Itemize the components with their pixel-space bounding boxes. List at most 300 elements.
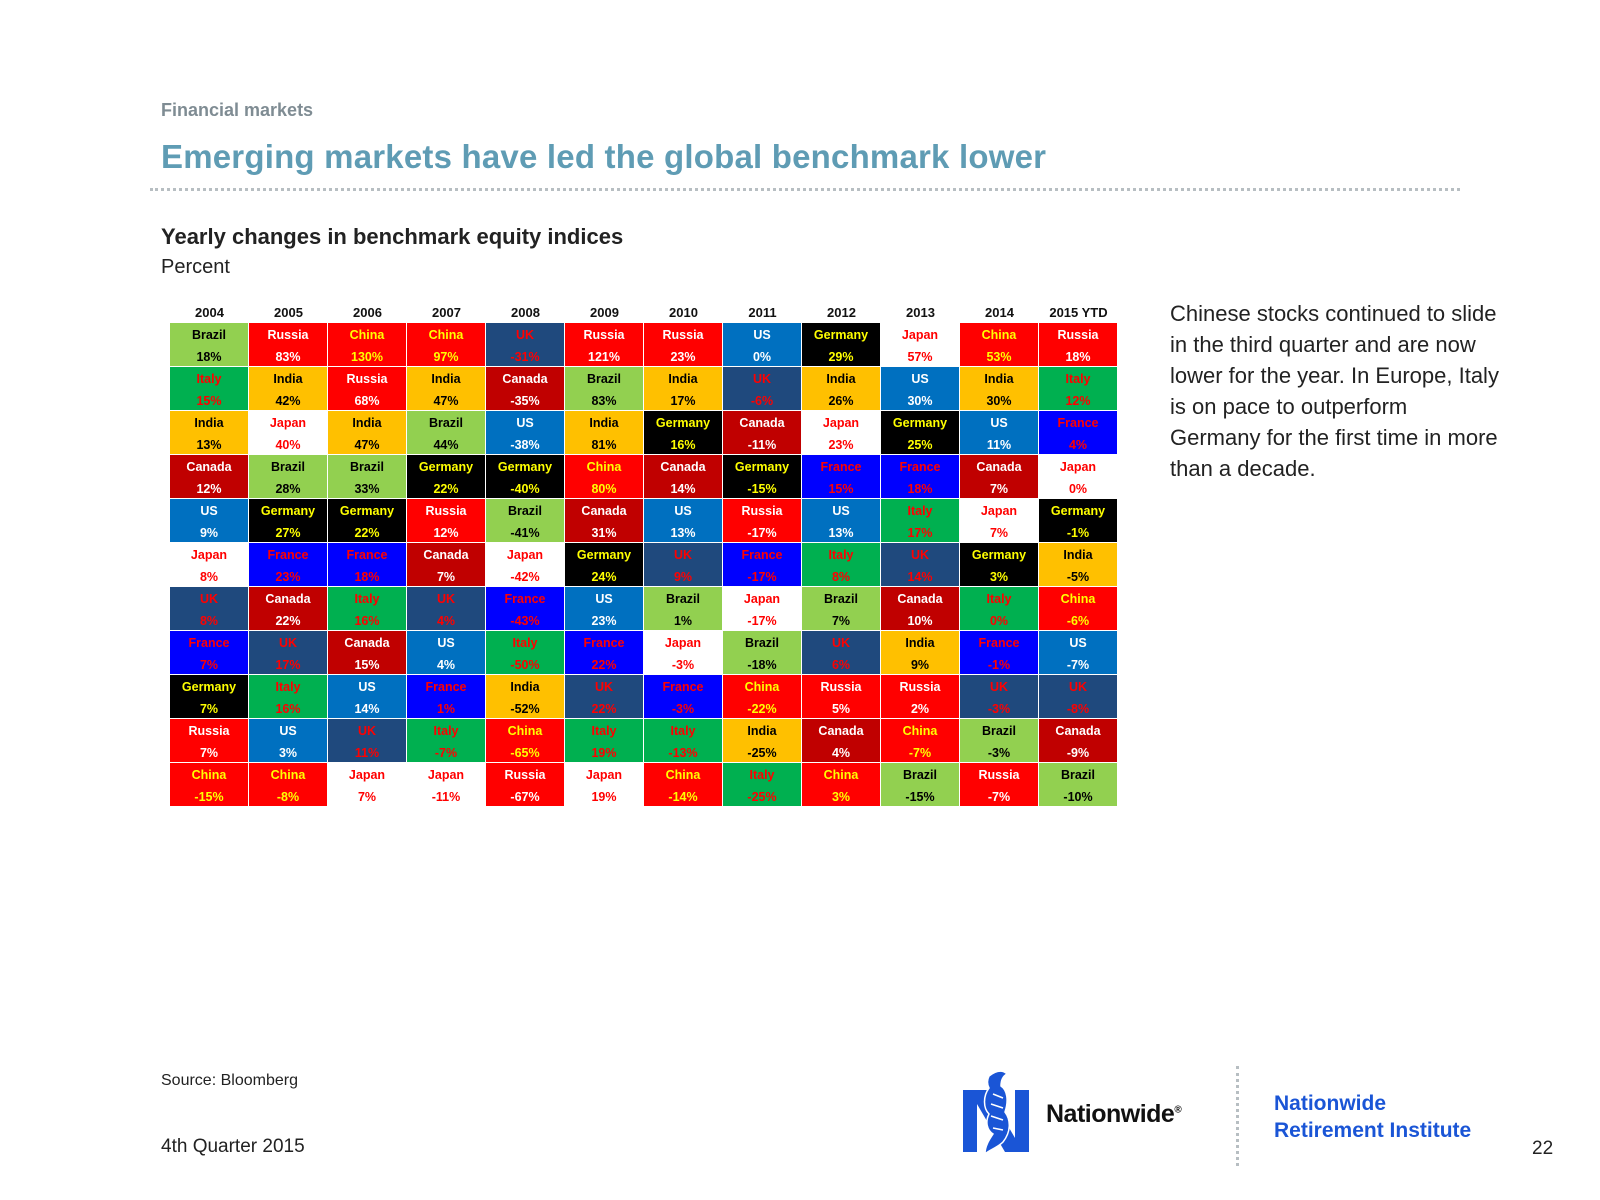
country-name: UK bbox=[515, 328, 535, 342]
return-value: 15% bbox=[354, 658, 380, 672]
table-cell bbox=[565, 543, 643, 586]
country-name: Germany bbox=[813, 328, 869, 342]
return-value: 40% bbox=[275, 438, 301, 452]
country-name: Brazil bbox=[349, 460, 385, 474]
return-value: 80% bbox=[591, 482, 617, 496]
title-divider bbox=[150, 188, 1460, 191]
country-name: China bbox=[665, 768, 701, 782]
country-name: France bbox=[346, 548, 388, 562]
return-value: -65% bbox=[510, 746, 540, 760]
country-name: Japan bbox=[1059, 460, 1097, 474]
return-value: 15% bbox=[196, 394, 222, 408]
country-name: US bbox=[753, 328, 771, 342]
table-cell bbox=[249, 411, 327, 454]
table-cell bbox=[960, 675, 1038, 718]
country-name: Canada bbox=[660, 460, 706, 474]
table-cell bbox=[170, 587, 248, 630]
country-name: Italy bbox=[986, 592, 1012, 606]
table-cell bbox=[249, 543, 327, 586]
return-value: 25% bbox=[907, 438, 933, 452]
country-name: India bbox=[431, 372, 461, 386]
table-cell bbox=[249, 587, 327, 630]
table-cell bbox=[1039, 543, 1117, 586]
country-name: Italy bbox=[670, 724, 696, 738]
country-name: UK bbox=[752, 372, 772, 386]
return-value: 9% bbox=[673, 570, 693, 584]
country-name: India bbox=[984, 372, 1014, 386]
table-cell bbox=[644, 499, 722, 542]
return-value: -3% bbox=[987, 746, 1011, 760]
table-cell bbox=[565, 719, 643, 762]
country-name: Germany bbox=[181, 680, 237, 694]
year-header: 2012 bbox=[827, 305, 856, 320]
country-name: UK bbox=[989, 680, 1009, 694]
return-value: -8% bbox=[1066, 702, 1090, 716]
return-value: 13% bbox=[828, 526, 854, 540]
country-name: Japan bbox=[585, 768, 623, 782]
return-value: 5% bbox=[831, 702, 851, 716]
country-name: Germany bbox=[339, 504, 395, 518]
return-value: 1% bbox=[436, 702, 456, 716]
country-name: China bbox=[270, 768, 306, 782]
country-name: China bbox=[902, 724, 938, 738]
return-value: 12% bbox=[433, 526, 459, 540]
year-header: 2008 bbox=[511, 305, 540, 320]
country-name: Japan bbox=[427, 768, 465, 782]
table-cell bbox=[644, 719, 722, 762]
country-name: Canada bbox=[897, 592, 943, 606]
country-name: Brazil bbox=[981, 724, 1017, 738]
country-name: Russia bbox=[583, 328, 625, 342]
country-name: Germany bbox=[892, 416, 948, 430]
year-header: 2009 bbox=[590, 305, 619, 320]
country-name: UK bbox=[1068, 680, 1088, 694]
country-name: China bbox=[349, 328, 385, 342]
return-value: 81% bbox=[591, 438, 617, 452]
country-name: Brazil bbox=[823, 592, 859, 606]
country-name: US bbox=[911, 372, 929, 386]
country-name: Brazil bbox=[665, 592, 701, 606]
country-name: China bbox=[981, 328, 1017, 342]
return-value: 19% bbox=[591, 746, 617, 760]
table-cell bbox=[1039, 587, 1117, 630]
table-cell bbox=[249, 323, 327, 366]
return-value: 18% bbox=[1065, 350, 1091, 364]
source-note: Source: Bloomberg bbox=[161, 1072, 298, 1089]
table-cell bbox=[249, 631, 327, 674]
table-cell bbox=[407, 499, 485, 542]
table-cell bbox=[881, 367, 959, 410]
return-value: -42% bbox=[510, 570, 540, 584]
table-cell bbox=[960, 719, 1038, 762]
table-cell bbox=[960, 631, 1038, 674]
country-name: China bbox=[586, 460, 622, 474]
year-header: 2015 YTD bbox=[1049, 305, 1108, 320]
country-name: Canada bbox=[976, 460, 1022, 474]
return-value: 26% bbox=[828, 394, 854, 408]
table-cell bbox=[328, 543, 406, 586]
table-cell bbox=[565, 323, 643, 366]
country-name: US bbox=[516, 416, 534, 430]
table-cell bbox=[565, 587, 643, 630]
country-name: Russia bbox=[820, 680, 862, 694]
return-value: -22% bbox=[747, 702, 777, 716]
return-value: 17% bbox=[670, 394, 696, 408]
return-value: 22% bbox=[354, 526, 380, 540]
table-cell bbox=[249, 763, 327, 806]
table-cell bbox=[644, 675, 722, 718]
chart-title: Yearly changes in benchmark equity indices bbox=[161, 224, 624, 249]
return-value: -1% bbox=[1066, 526, 1090, 540]
return-value: 8% bbox=[199, 570, 219, 584]
country-name: France bbox=[1057, 416, 1099, 430]
return-value: -13% bbox=[668, 746, 698, 760]
country-name: Italy bbox=[749, 768, 775, 782]
table-cell bbox=[170, 631, 248, 674]
country-name: Germany bbox=[576, 548, 632, 562]
return-value: -3% bbox=[671, 702, 695, 716]
table-cell bbox=[407, 719, 485, 762]
table-cell bbox=[881, 411, 959, 454]
table-cell bbox=[881, 763, 959, 806]
country-name: Germany bbox=[971, 548, 1027, 562]
table-cell bbox=[486, 543, 564, 586]
return-value: 7% bbox=[199, 658, 219, 672]
table-cell bbox=[802, 455, 880, 498]
return-value: 24% bbox=[591, 570, 617, 584]
return-value: 16% bbox=[354, 614, 380, 628]
country-name: India bbox=[905, 636, 935, 650]
return-value: 3% bbox=[278, 746, 298, 760]
return-value: 19% bbox=[591, 790, 617, 804]
table-cell bbox=[960, 323, 1038, 366]
return-value: -7% bbox=[434, 746, 458, 760]
country-name: Brazil bbox=[191, 328, 227, 342]
table-cell bbox=[170, 499, 248, 542]
country-name: Germany bbox=[497, 460, 553, 474]
country-name: Brazil bbox=[902, 768, 938, 782]
return-value: 7% bbox=[357, 790, 377, 804]
country-name: US bbox=[990, 416, 1008, 430]
return-value: -52% bbox=[510, 702, 540, 716]
table-cell bbox=[1039, 631, 1117, 674]
table-cell bbox=[802, 367, 880, 410]
table-cell bbox=[328, 499, 406, 542]
country-name: India bbox=[826, 372, 856, 386]
table-cell bbox=[1039, 367, 1117, 410]
country-name: US bbox=[832, 504, 850, 518]
return-value: -11% bbox=[747, 438, 777, 452]
country-name: Brazil bbox=[507, 504, 543, 518]
return-value: -25% bbox=[747, 790, 777, 804]
return-value: 27% bbox=[275, 526, 301, 540]
commentary-text: Chinese stocks continued to slide in the third quarter and are now lower for the year. In Europe, Italy is on pace to outperform Germany for the first time in more than a decade. bbox=[1170, 301, 1499, 481]
table-cell bbox=[486, 323, 564, 366]
table-cell bbox=[881, 631, 959, 674]
return-value: 4% bbox=[436, 658, 456, 672]
table-cell bbox=[170, 411, 248, 454]
table-cell bbox=[486, 455, 564, 498]
page-title: Emerging markets have led the global benchmark lower bbox=[161, 138, 1047, 175]
table-cell bbox=[644, 411, 722, 454]
table-cell bbox=[328, 631, 406, 674]
return-value: -10% bbox=[1063, 790, 1093, 804]
table-cell bbox=[565, 499, 643, 542]
table-cell bbox=[486, 675, 564, 718]
country-name: China bbox=[191, 768, 227, 782]
table-cell bbox=[802, 587, 880, 630]
return-value: -31% bbox=[510, 350, 540, 364]
return-value: 30% bbox=[907, 394, 933, 408]
table-cell bbox=[486, 631, 564, 674]
return-value: -67% bbox=[510, 790, 540, 804]
table-cell bbox=[328, 675, 406, 718]
year-header: 2004 bbox=[195, 305, 224, 320]
table-cell bbox=[486, 499, 564, 542]
country-name: Russia bbox=[425, 504, 467, 518]
return-value: 15% bbox=[828, 482, 854, 496]
table-cell bbox=[723, 323, 801, 366]
return-value: 2% bbox=[910, 702, 930, 716]
return-value: 23% bbox=[275, 570, 301, 584]
country-name: Japan bbox=[348, 768, 386, 782]
return-value: -1% bbox=[987, 658, 1011, 672]
year-header: 2014 bbox=[985, 305, 1014, 320]
country-name: France bbox=[504, 592, 546, 606]
country-name: Japan bbox=[269, 416, 307, 430]
return-value: 14% bbox=[907, 570, 933, 584]
table-cell bbox=[407, 323, 485, 366]
country-name: Italy bbox=[1065, 372, 1091, 386]
return-value: 47% bbox=[433, 394, 459, 408]
country-name: Canada bbox=[1055, 724, 1101, 738]
country-name: Japan bbox=[190, 548, 228, 562]
quarter-label: 4th Quarter 2015 bbox=[161, 1136, 305, 1157]
country-name: Japan bbox=[980, 504, 1018, 518]
country-name: UK bbox=[357, 724, 377, 738]
return-value: 0% bbox=[989, 614, 1009, 628]
nationwide-eagle-logo-icon bbox=[963, 1068, 1029, 1165]
return-value: -43% bbox=[510, 614, 540, 628]
chart-unit: Percent bbox=[161, 256, 230, 278]
country-name: India bbox=[747, 724, 777, 738]
country-name: India bbox=[1063, 548, 1093, 562]
return-value: 7% bbox=[199, 746, 219, 760]
table-cell bbox=[249, 719, 327, 762]
country-name: Brazil bbox=[428, 416, 464, 430]
table-cell bbox=[723, 411, 801, 454]
country-name: Brazil bbox=[586, 372, 622, 386]
table-cell bbox=[960, 455, 1038, 498]
return-value: 17% bbox=[275, 658, 301, 672]
return-value: 0% bbox=[752, 350, 772, 364]
country-name: France bbox=[425, 680, 467, 694]
table-cell bbox=[407, 631, 485, 674]
table-cell bbox=[249, 367, 327, 410]
country-name: China bbox=[823, 768, 859, 782]
return-value: -7% bbox=[908, 746, 932, 760]
table-cell bbox=[486, 367, 564, 410]
table-cell bbox=[802, 631, 880, 674]
return-value: 22% bbox=[275, 614, 301, 628]
table-cell bbox=[881, 675, 959, 718]
year-header: 2007 bbox=[432, 305, 461, 320]
table-cell bbox=[960, 499, 1038, 542]
table-cell bbox=[960, 543, 1038, 586]
return-value: -17% bbox=[747, 526, 777, 540]
table-cell bbox=[1039, 455, 1117, 498]
return-value: 12% bbox=[196, 482, 222, 496]
country-name: UK bbox=[199, 592, 219, 606]
table-cell bbox=[1039, 499, 1117, 542]
table-cell bbox=[486, 411, 564, 454]
country-name: France bbox=[188, 636, 230, 650]
table-cell bbox=[407, 675, 485, 718]
return-value: -15% bbox=[194, 790, 224, 804]
table-cell bbox=[960, 587, 1038, 630]
country-name: Italy bbox=[828, 548, 854, 562]
table-cell bbox=[407, 411, 485, 454]
return-value: 42% bbox=[275, 394, 301, 408]
return-value: 0% bbox=[1068, 482, 1088, 496]
table-cell bbox=[881, 543, 959, 586]
return-value: 121% bbox=[588, 350, 620, 364]
return-value: 22% bbox=[433, 482, 459, 496]
return-value: 31% bbox=[591, 526, 617, 540]
country-name: France bbox=[267, 548, 309, 562]
table-cell bbox=[249, 499, 327, 542]
year-header: 2011 bbox=[748, 305, 777, 320]
return-value: -35% bbox=[510, 394, 540, 408]
country-name: US bbox=[437, 636, 455, 650]
table-cell bbox=[802, 675, 880, 718]
return-value: -14% bbox=[668, 790, 698, 804]
country-name: US bbox=[200, 504, 218, 518]
country-name: Canada bbox=[739, 416, 785, 430]
country-name: France bbox=[978, 636, 1020, 650]
country-name: India bbox=[589, 416, 619, 430]
country-name: Canada bbox=[423, 548, 469, 562]
return-value: 57% bbox=[907, 350, 933, 364]
footer-divider bbox=[1236, 1066, 1239, 1166]
return-value: 7% bbox=[989, 482, 1009, 496]
return-value: 130% bbox=[351, 350, 383, 364]
return-value: -41% bbox=[510, 526, 540, 540]
table-cell bbox=[565, 367, 643, 410]
return-value: 83% bbox=[275, 350, 301, 364]
country-name: Russia bbox=[346, 372, 388, 386]
country-name: Canada bbox=[502, 372, 548, 386]
return-value: 13% bbox=[196, 438, 222, 452]
country-name: Japan bbox=[822, 416, 860, 430]
country-name: Russia bbox=[741, 504, 783, 518]
country-name: Brazil bbox=[744, 636, 780, 650]
return-value: -7% bbox=[1066, 658, 1090, 672]
table-cell bbox=[881, 719, 959, 762]
country-name: Italy bbox=[196, 372, 222, 386]
country-name: France bbox=[899, 460, 941, 474]
return-value: 3% bbox=[989, 570, 1009, 584]
year-header: 2006 bbox=[353, 305, 382, 320]
table-cell bbox=[881, 499, 959, 542]
return-value: -38% bbox=[510, 438, 540, 452]
return-value: -18% bbox=[747, 658, 777, 672]
table-cell bbox=[170, 675, 248, 718]
return-value: -8% bbox=[276, 790, 300, 804]
country-name: Germany bbox=[734, 460, 790, 474]
table-cell bbox=[881, 587, 959, 630]
country-name: Russia bbox=[1057, 328, 1099, 342]
institute-name: Nationwide Retirement Institute bbox=[1274, 1092, 1472, 1142]
table-cell bbox=[249, 675, 327, 718]
country-name: UK bbox=[831, 636, 851, 650]
country-name: Canada bbox=[581, 504, 627, 518]
return-value: 8% bbox=[199, 614, 219, 628]
year-header: 2005 bbox=[274, 305, 303, 320]
return-value: -40% bbox=[510, 482, 540, 496]
table-cell bbox=[486, 763, 564, 806]
table-cell bbox=[328, 763, 406, 806]
table-cell bbox=[565, 455, 643, 498]
table-cell bbox=[723, 763, 801, 806]
country-name: US bbox=[674, 504, 692, 518]
return-value: -15% bbox=[905, 790, 935, 804]
return-value: 18% bbox=[907, 482, 933, 496]
table-cell bbox=[802, 543, 880, 586]
return-value: 9% bbox=[910, 658, 930, 672]
country-name: India bbox=[510, 680, 540, 694]
table-cell bbox=[565, 631, 643, 674]
country-name: Italy bbox=[512, 636, 538, 650]
table-cell bbox=[565, 763, 643, 806]
table-cell bbox=[1039, 763, 1117, 806]
country-name: Germany bbox=[418, 460, 474, 474]
table-cell bbox=[802, 411, 880, 454]
country-name: US bbox=[358, 680, 376, 694]
table-cell bbox=[565, 411, 643, 454]
table-cell bbox=[328, 411, 406, 454]
country-name: Russia bbox=[662, 328, 704, 342]
table-cell bbox=[723, 719, 801, 762]
country-name: India bbox=[273, 372, 303, 386]
table-cell bbox=[723, 675, 801, 718]
country-name: Italy bbox=[907, 504, 933, 518]
table-cell bbox=[170, 367, 248, 410]
table-cell bbox=[802, 499, 880, 542]
return-value: 1% bbox=[673, 614, 693, 628]
country-name: UK bbox=[594, 680, 614, 694]
country-name: Italy bbox=[591, 724, 617, 738]
table-cell bbox=[723, 455, 801, 498]
return-value: 16% bbox=[275, 702, 301, 716]
return-value: 6% bbox=[831, 658, 851, 672]
return-value: 22% bbox=[591, 658, 617, 672]
table-cell bbox=[407, 763, 485, 806]
table-cell bbox=[1039, 411, 1117, 454]
table-cell bbox=[486, 587, 564, 630]
country-name: France bbox=[583, 636, 625, 650]
return-value: 22% bbox=[591, 702, 617, 716]
table-cell bbox=[644, 367, 722, 410]
return-value: 13% bbox=[670, 526, 696, 540]
country-name: Germany bbox=[1050, 504, 1106, 518]
return-value: 4% bbox=[436, 614, 456, 628]
table-cell bbox=[170, 323, 248, 366]
country-name: France bbox=[662, 680, 704, 694]
return-value: 68% bbox=[354, 394, 380, 408]
return-value: -17% bbox=[747, 570, 777, 584]
country-name: China bbox=[1060, 592, 1096, 606]
